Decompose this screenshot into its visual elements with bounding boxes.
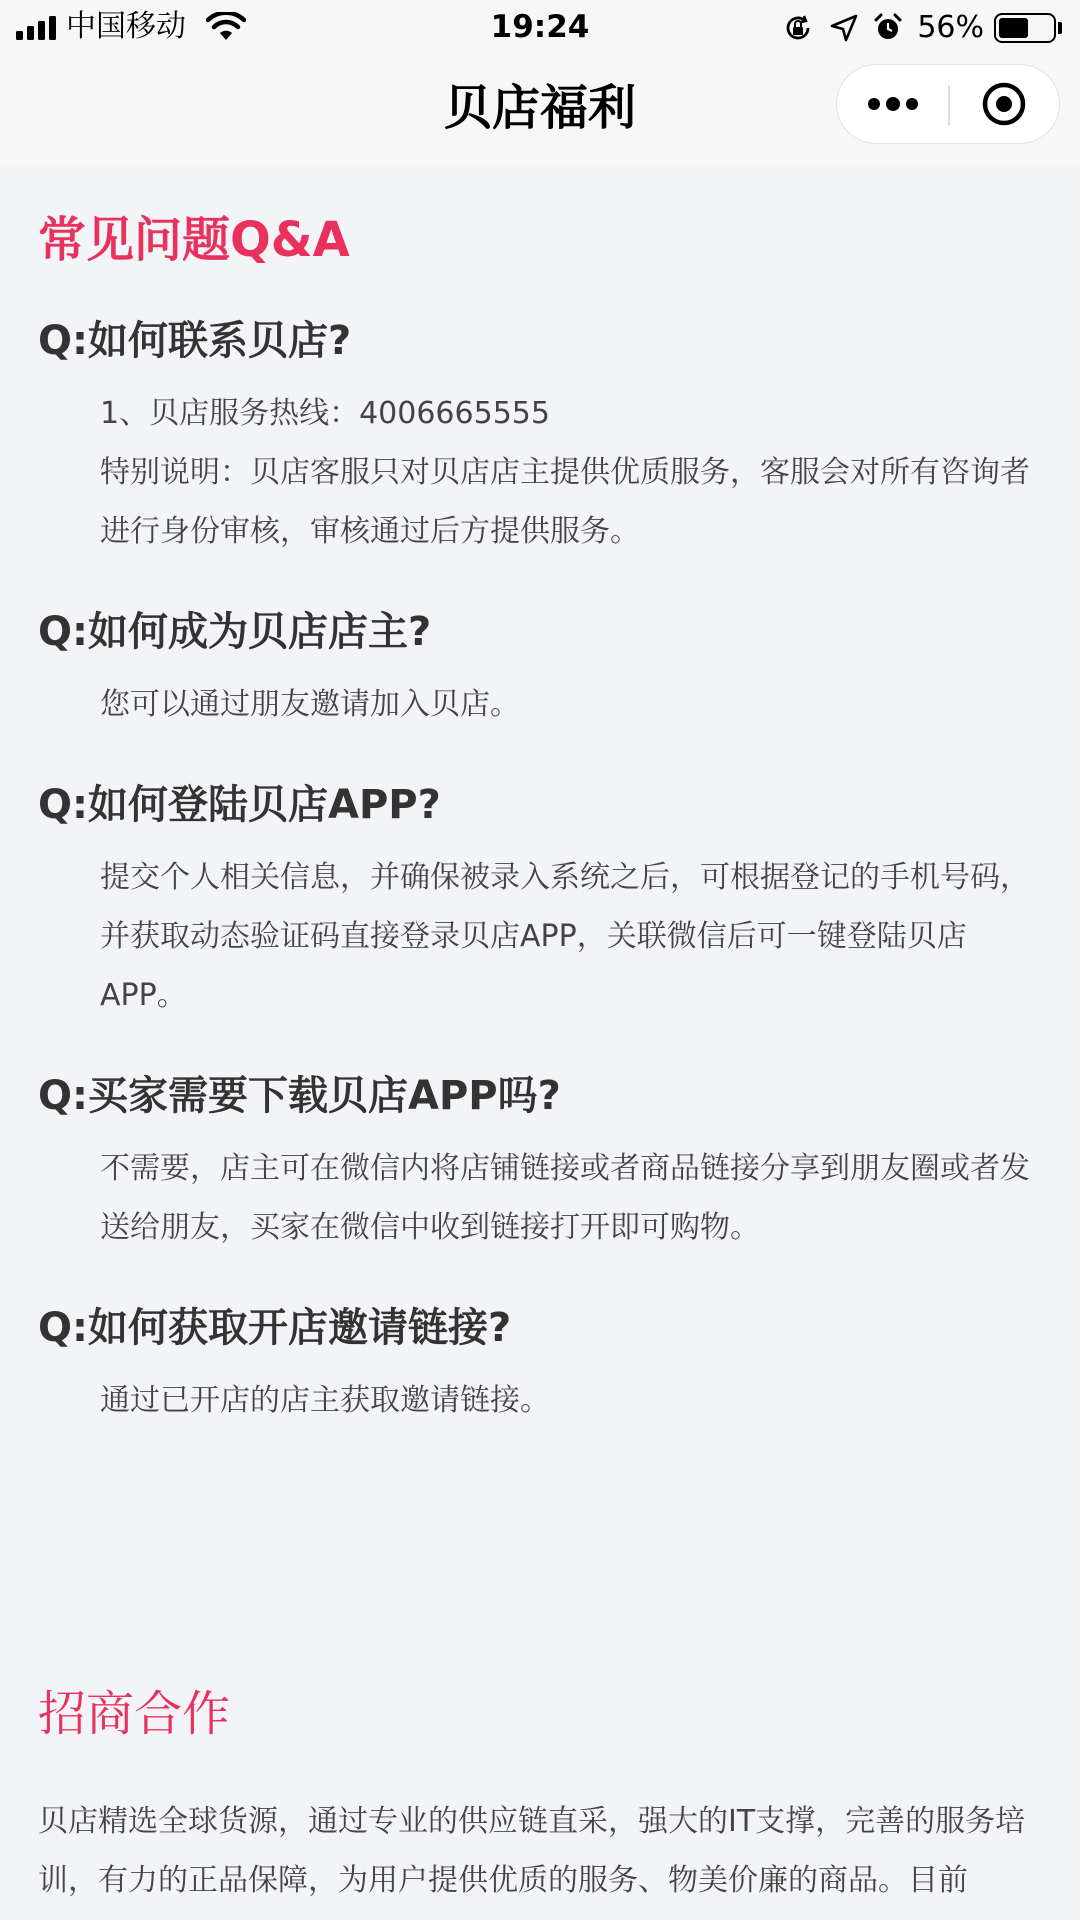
faq-answer — [38, 1139, 1048, 1257]
close-button[interactable] — [950, 65, 1058, 142]
battery-percentage: 56% — [917, 10, 984, 45]
faq-answer-line: 特别说明：贝店客服只对贝店店主提供优质服务，客服会对所有咨询者进行身份审核，审核通过后方提供服务。 — [100, 455, 1030, 549]
cooperation-section-title: 招商合作 — [38, 1686, 231, 1742]
faq-answer — [38, 848, 1048, 1025]
faq-answer-line: 不需要，店主可在微信内将店铺链接或者商品链接分享到朋友圈或者发送给朋友，买家在微信中收到链接打开即可购物。 — [100, 1151, 1030, 1245]
status-indicators — [783, 10, 1062, 46]
faq-answer — [38, 1371, 1048, 1430]
battery-tip — [1058, 22, 1062, 34]
nav-bar — [0, 54, 1080, 166]
miniprogram-capsule — [836, 64, 1060, 144]
faq-item — [38, 1071, 1048, 1257]
battery-icon — [994, 13, 1056, 43]
battery-fill — [999, 18, 1028, 38]
carrier-name: 中国移动 — [66, 9, 186, 44]
faq-answer-line: 通过已开店的店主获取邀请链接。 — [100, 1383, 550, 1418]
cooperation-text: 贝店精选全球货源，通过专业的供应链直采，强大的IT支撑，完善的服务培训，有力的正品保障，为用户提供优质的服务、物美价廉的商品。目前 — [38, 1804, 1026, 1898]
status-time: 19:24 — [490, 9, 590, 45]
faq-question: Q:如何联系贝店? — [38, 318, 352, 364]
faq-question: Q:如何成为贝店店主? — [38, 609, 432, 655]
more-button[interactable] — [837, 65, 948, 142]
faq-question: Q:买家需要下载贝店APP吗? — [38, 1073, 561, 1119]
faq-question: Q:如何获取开店邀请链接? — [38, 1305, 512, 1351]
orientation-lock-icon — [783, 13, 813, 43]
location-icon — [829, 13, 859, 43]
faq-item — [38, 780, 1048, 1025]
faq-section-title: 常见问题Q&A — [38, 212, 350, 268]
faq-list — [38, 316, 1048, 1430]
faq-item — [38, 316, 1048, 561]
content-area — [0, 166, 1080, 1920]
page-title: 贝店福利 — [443, 80, 636, 136]
faq-answer — [38, 675, 1048, 734]
alarm-icon — [873, 13, 903, 43]
faq-answer-line: 提交个人相关信息，并确保被录入系统之后，可根据登记的手机号码，并获取动态验证码直接登录贝店APP，关联微信后可一键登陆贝店APP。 — [100, 860, 1030, 1013]
faq-answer — [38, 384, 1048, 561]
faq-answer-line: 1、贝店服务热线：4006665555 — [100, 396, 550, 431]
status-bar — [0, 0, 1080, 54]
faq-answer-line: 您可以通过朋友邀请加入贝店。 — [100, 687, 520, 722]
more-icon — [867, 97, 919, 111]
faq-question: Q:如何登陆贝店APP? — [38, 782, 441, 828]
faq-item — [38, 607, 1048, 734]
faq-item — [38, 1303, 1048, 1430]
close-miniprogram-icon — [981, 81, 1027, 127]
